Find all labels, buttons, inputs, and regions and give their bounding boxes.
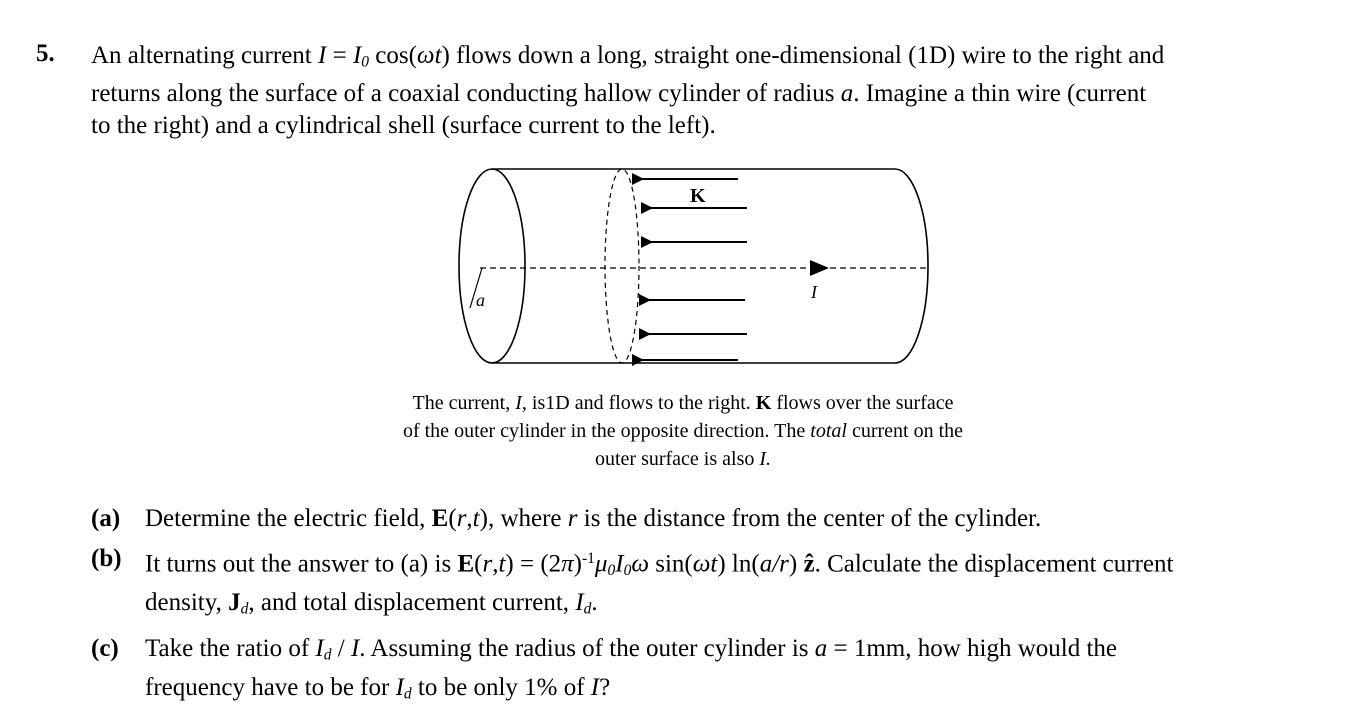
part-c-text-line-1: Take the ratio of $I_d$ / I. Assuming the radius of the outer cylinder is a = 1mm, how high would the (145, 635, 1118, 664)
part-c-label: (c) (91, 635, 119, 663)
part-a-label: (a) (91, 505, 121, 532)
problem-number: 5. (36, 40, 55, 67)
coaxial-cylinder-figure (440, 160, 940, 380)
part-b-label: (b) (91, 545, 122, 572)
part-a-text: Determine the electric field, E(r,t), where r is the distance from the center of the cylinder. (145, 505, 1042, 532)
right-end-arc (895, 169, 928, 363)
caption-line-2: of the outer cylinder in the opposite direction. The total current on the (402, 420, 964, 442)
part-a (91, 503, 1351, 535)
cross-section-ellipse (605, 169, 639, 363)
part-b-text-line-1: It turns out the answer to (a) is $E(r,t) = (2\pi)^{-1}\mu_0I_0\omega$ sin(ωt) ln(a/r) ẑ. Calculate the displacement current (145, 550, 1174, 579)
stem-line-2: returns along the surface of a coaxial conducting hallow cylinder of radius a. Imagine a thin wire (current (91, 80, 1147, 108)
part-b (91, 543, 1351, 625)
current-I-arrowhead (810, 260, 829, 276)
left-end-cap (459, 169, 525, 363)
sub-questions (91, 503, 1351, 718)
label-I: I (811, 282, 817, 302)
label-K: K (690, 185, 706, 207)
stem-line-1: An alternating current $I = I_0$ cos(ωt) flows down a long, straight one-dimensional (1D) wire to the right and (91, 42, 1165, 71)
label-a: a (476, 290, 485, 310)
part-c (91, 633, 1351, 710)
caption-line-3: outer surface is also I. (594, 448, 772, 470)
part-c-text-line-2: frequency have to be for $I_d$ to be only 1% of I? (145, 673, 611, 703)
stem-line-3: to the right) and a cylindrical shell (surface current to the left). (91, 112, 716, 140)
part-b-text-line-2: density, $J_d$, and total displacement current, $I_d$. (145, 588, 598, 618)
figure-caption (340, 389, 1026, 473)
problem-statement (91, 40, 1341, 142)
caption-line-1: The current, I, is1D and flows to the right. K flows over the surface (412, 392, 954, 414)
